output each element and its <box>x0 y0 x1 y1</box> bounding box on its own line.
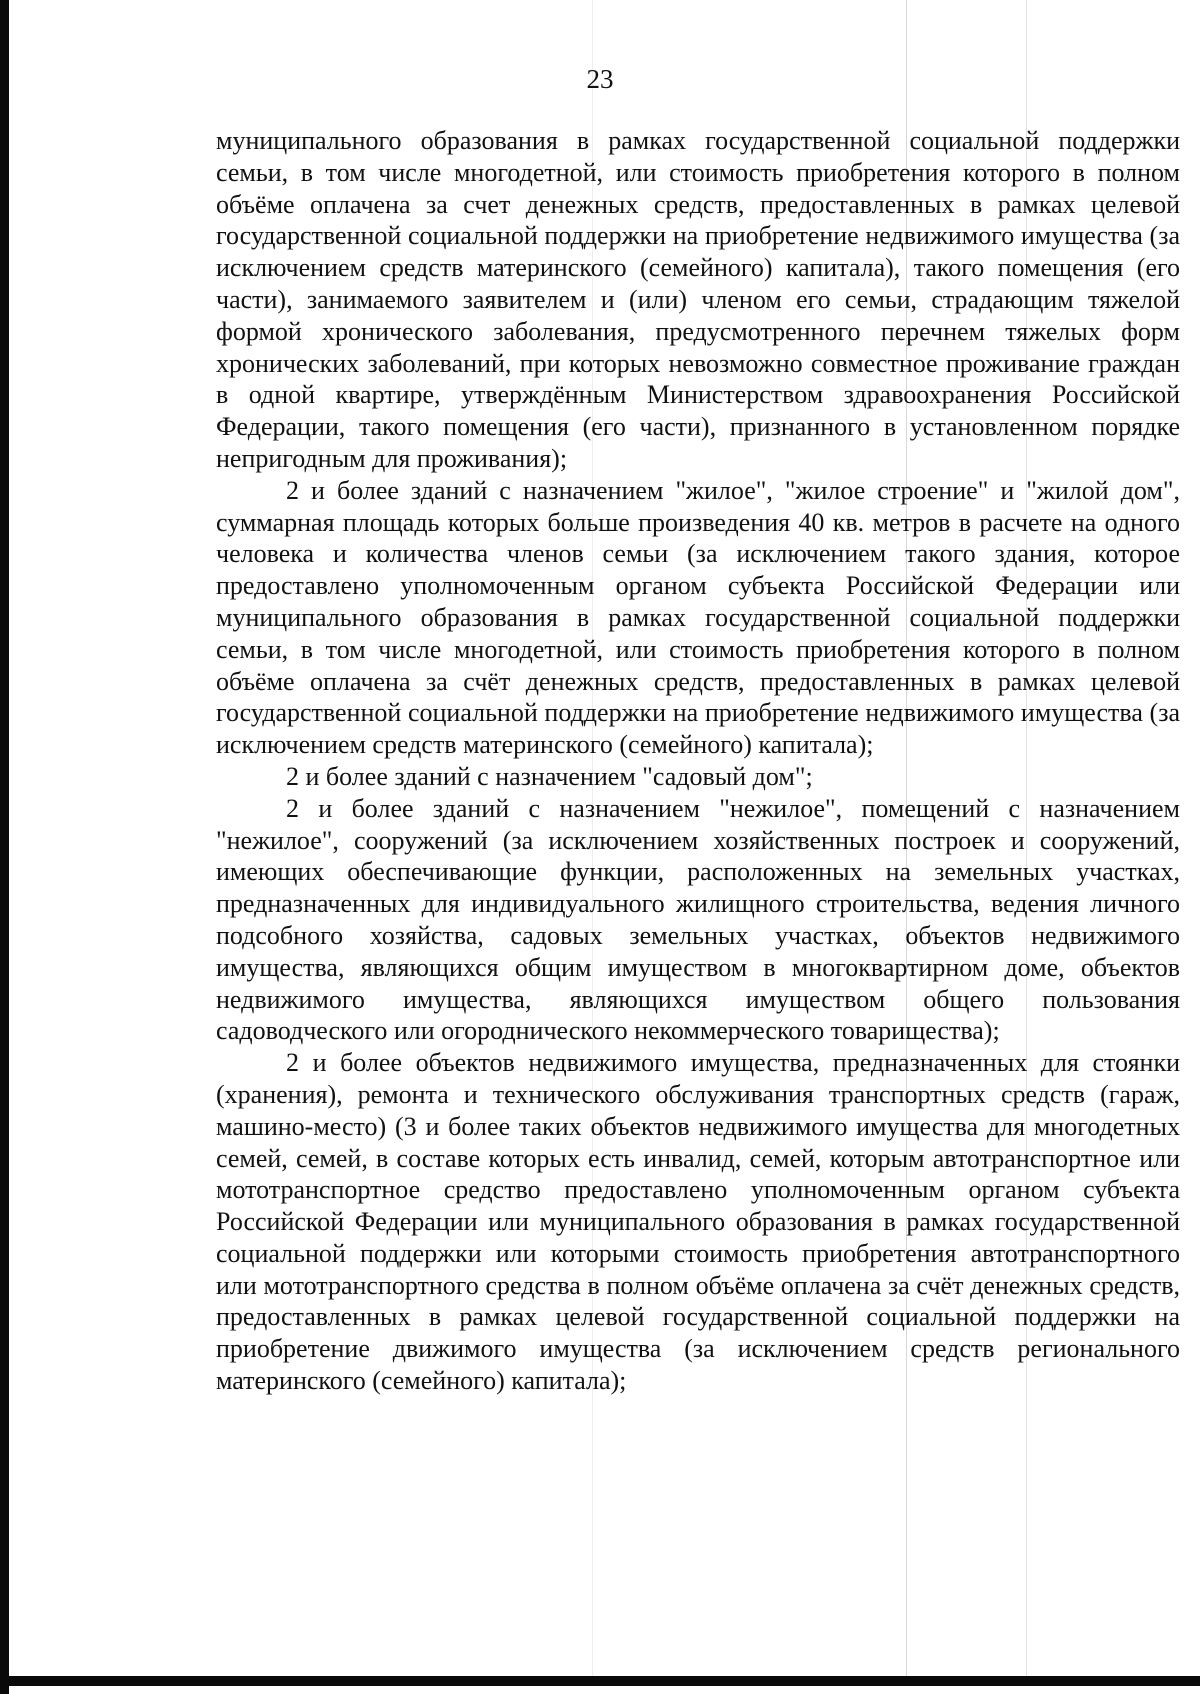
paragraph: 2 и более зданий с назначением "жилое", "жилое строение" и "жилой дом", суммарная площадь которых больше произведения 40 кв. метров в расчете на одного человека и количества членов семьи (за исключением такого здания, которое предоставлено уполномоченным органом субъекта Российской Федерации или муниципального образования в рамках государственной социальной поддержки семьи, в том числе многодетной, или стоимость приобретения которого в полном объёме оплачена за счёт денежных средств, предоставленных в рамках целевой государственной социальной поддержки на приобретение недвижимого имущества (за исключением средств материнского (семейного) капитала); <box>216 475 1180 760</box>
scan-left-border <box>0 0 9 1694</box>
paragraph: муниципального образования в рамках государственной социальной поддержки семьи, в том числе многодетной, или стоимость приобретения которого в полном объёме оплачена за счет денежных средств, предоставленных в рамках целевой государственной социальной поддержки на приобретение недвижимого имущества (за исключением средств материнского (семейного) капитала), такого помещения (его части), занимаемого заявителем и (или) членом его семьи, страдающим тяжелой формой хронического заболевания, предусмотренного перечнем тяжелых форм хронических заболеваний, при которых невозможно совместное проживание граждан в одной квартире, утверждённым Министерством здравоохранения Российской Федерации, такого помещения (его части), признанного в установленном порядке непригодным для проживания); <box>216 126 1180 473</box>
page-number: 23 <box>586 64 614 94</box>
paragraph: 2 и более объектов недвижимого имущества, предназначенных для стоянки (хранения), ремонта и технического обслуживания транспортных средств (гараж, машино-место) (3 и более таких объектов недвижимого имущества для многодетных семей, семей, в составе которых есть инвалид, семей, которым автотранспортное или мототранспортное средство предоставлено уполномоченным органом субъекта Российской Федерации или муниципального образования в рамках государственной социальной поддержки или которыми стоимость приобретения автотранспортного или мототранспортного средства в полном объёме оплачена за счёт денежных средств, предоставленных в рамках целевой государственной социальной поддержки на приобретение движимого имущества (за исключением средств регионального материнского (семейного) капитала); <box>216 1048 1180 1396</box>
document-body <box>216 125 1180 1397</box>
paragraph: 2 и более зданий с назначением "нежилое", помещений с назначением "нежилое", сооружений (за исключением хозяйственных построек и сооружений, имеющих обеспечивающие функции, расположенных на земельных участках, предназначенных для индивидуального жилищного строительства, ведения личного подсобного хозяйства, садовых земельных участках, объектов недвижимого имущества, являющихся общим имуществом в многоквартирном доме, объектов недвижимого имущества, являющихся имуществом общего пользования садоводческого или огороднического некоммерческого товарищества); <box>216 793 1180 1046</box>
scan-bottom-border <box>0 1676 1200 1686</box>
paragraph: 2 и более зданий с назначением "садовый дом"; <box>286 761 813 791</box>
